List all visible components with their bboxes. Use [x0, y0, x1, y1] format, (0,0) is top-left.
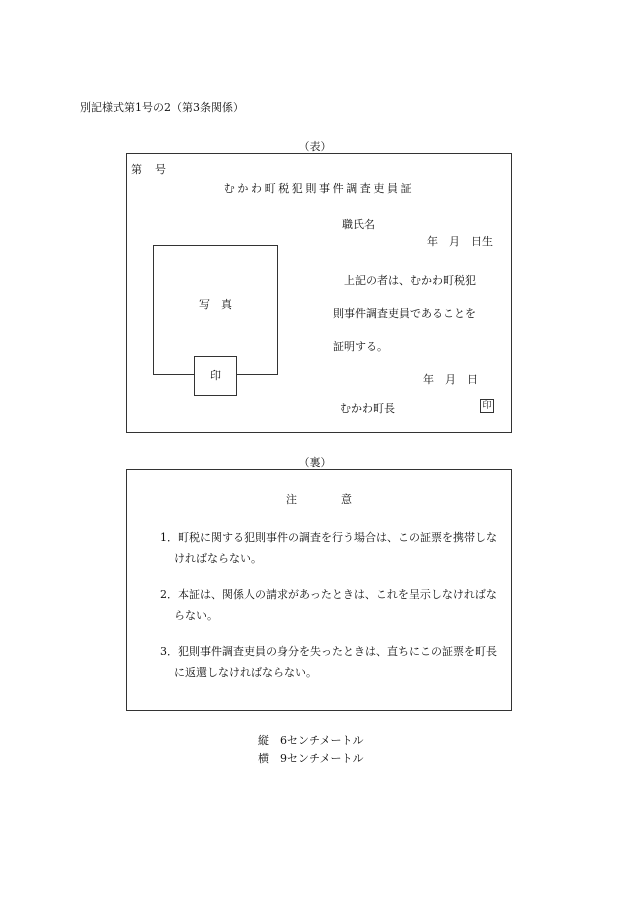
issuer-seal: 印 [480, 399, 494, 413]
notice-title: 注 意 [286, 493, 352, 506]
photo-label: 写 真 [199, 298, 232, 311]
cert-line-2: 則事件調査吏員であることを [333, 307, 476, 320]
certification-text [333, 264, 476, 363]
size-width: 横 9センチメートル [258, 752, 364, 765]
notice-item-1: 1．町税に関する犯則事件の調査を行う場合は、この証票を携帯しなければならない。 [160, 531, 497, 565]
front-label: （表） [298, 140, 332, 153]
notice-item-2: 2．本証は、関係人の請求があったときは、これを呈示しなければならない。 [160, 588, 497, 622]
seal-box: 印 [194, 356, 237, 396]
card-number: 第 号 [131, 163, 167, 176]
cert-line-1: 上記の者は、むかわ町税犯 [344, 274, 476, 287]
birthdate-field: 年 月 日生 [427, 235, 493, 248]
notice-item-3: 3．犯則事件調査吏員の身分を失ったときは、直ちにこの証票を町長に返還しなければならない。 [160, 645, 497, 679]
cert-line-3: 証明する。 [333, 340, 388, 353]
size-height: 縦 6センチメートル [258, 734, 364, 747]
card-title: むかわ町税犯則事件調査吏員証 [223, 182, 415, 195]
issue-date: 年 月 日 [423, 373, 478, 386]
back-label: （裏） [298, 456, 332, 469]
card-front [126, 153, 512, 433]
card-back [126, 469, 512, 711]
form-header: 別記様式第1号の2（第3条関係） [80, 101, 244, 114]
name-field: 職氏名 [342, 218, 375, 231]
issuer-name: むかわ町長 [340, 402, 395, 415]
